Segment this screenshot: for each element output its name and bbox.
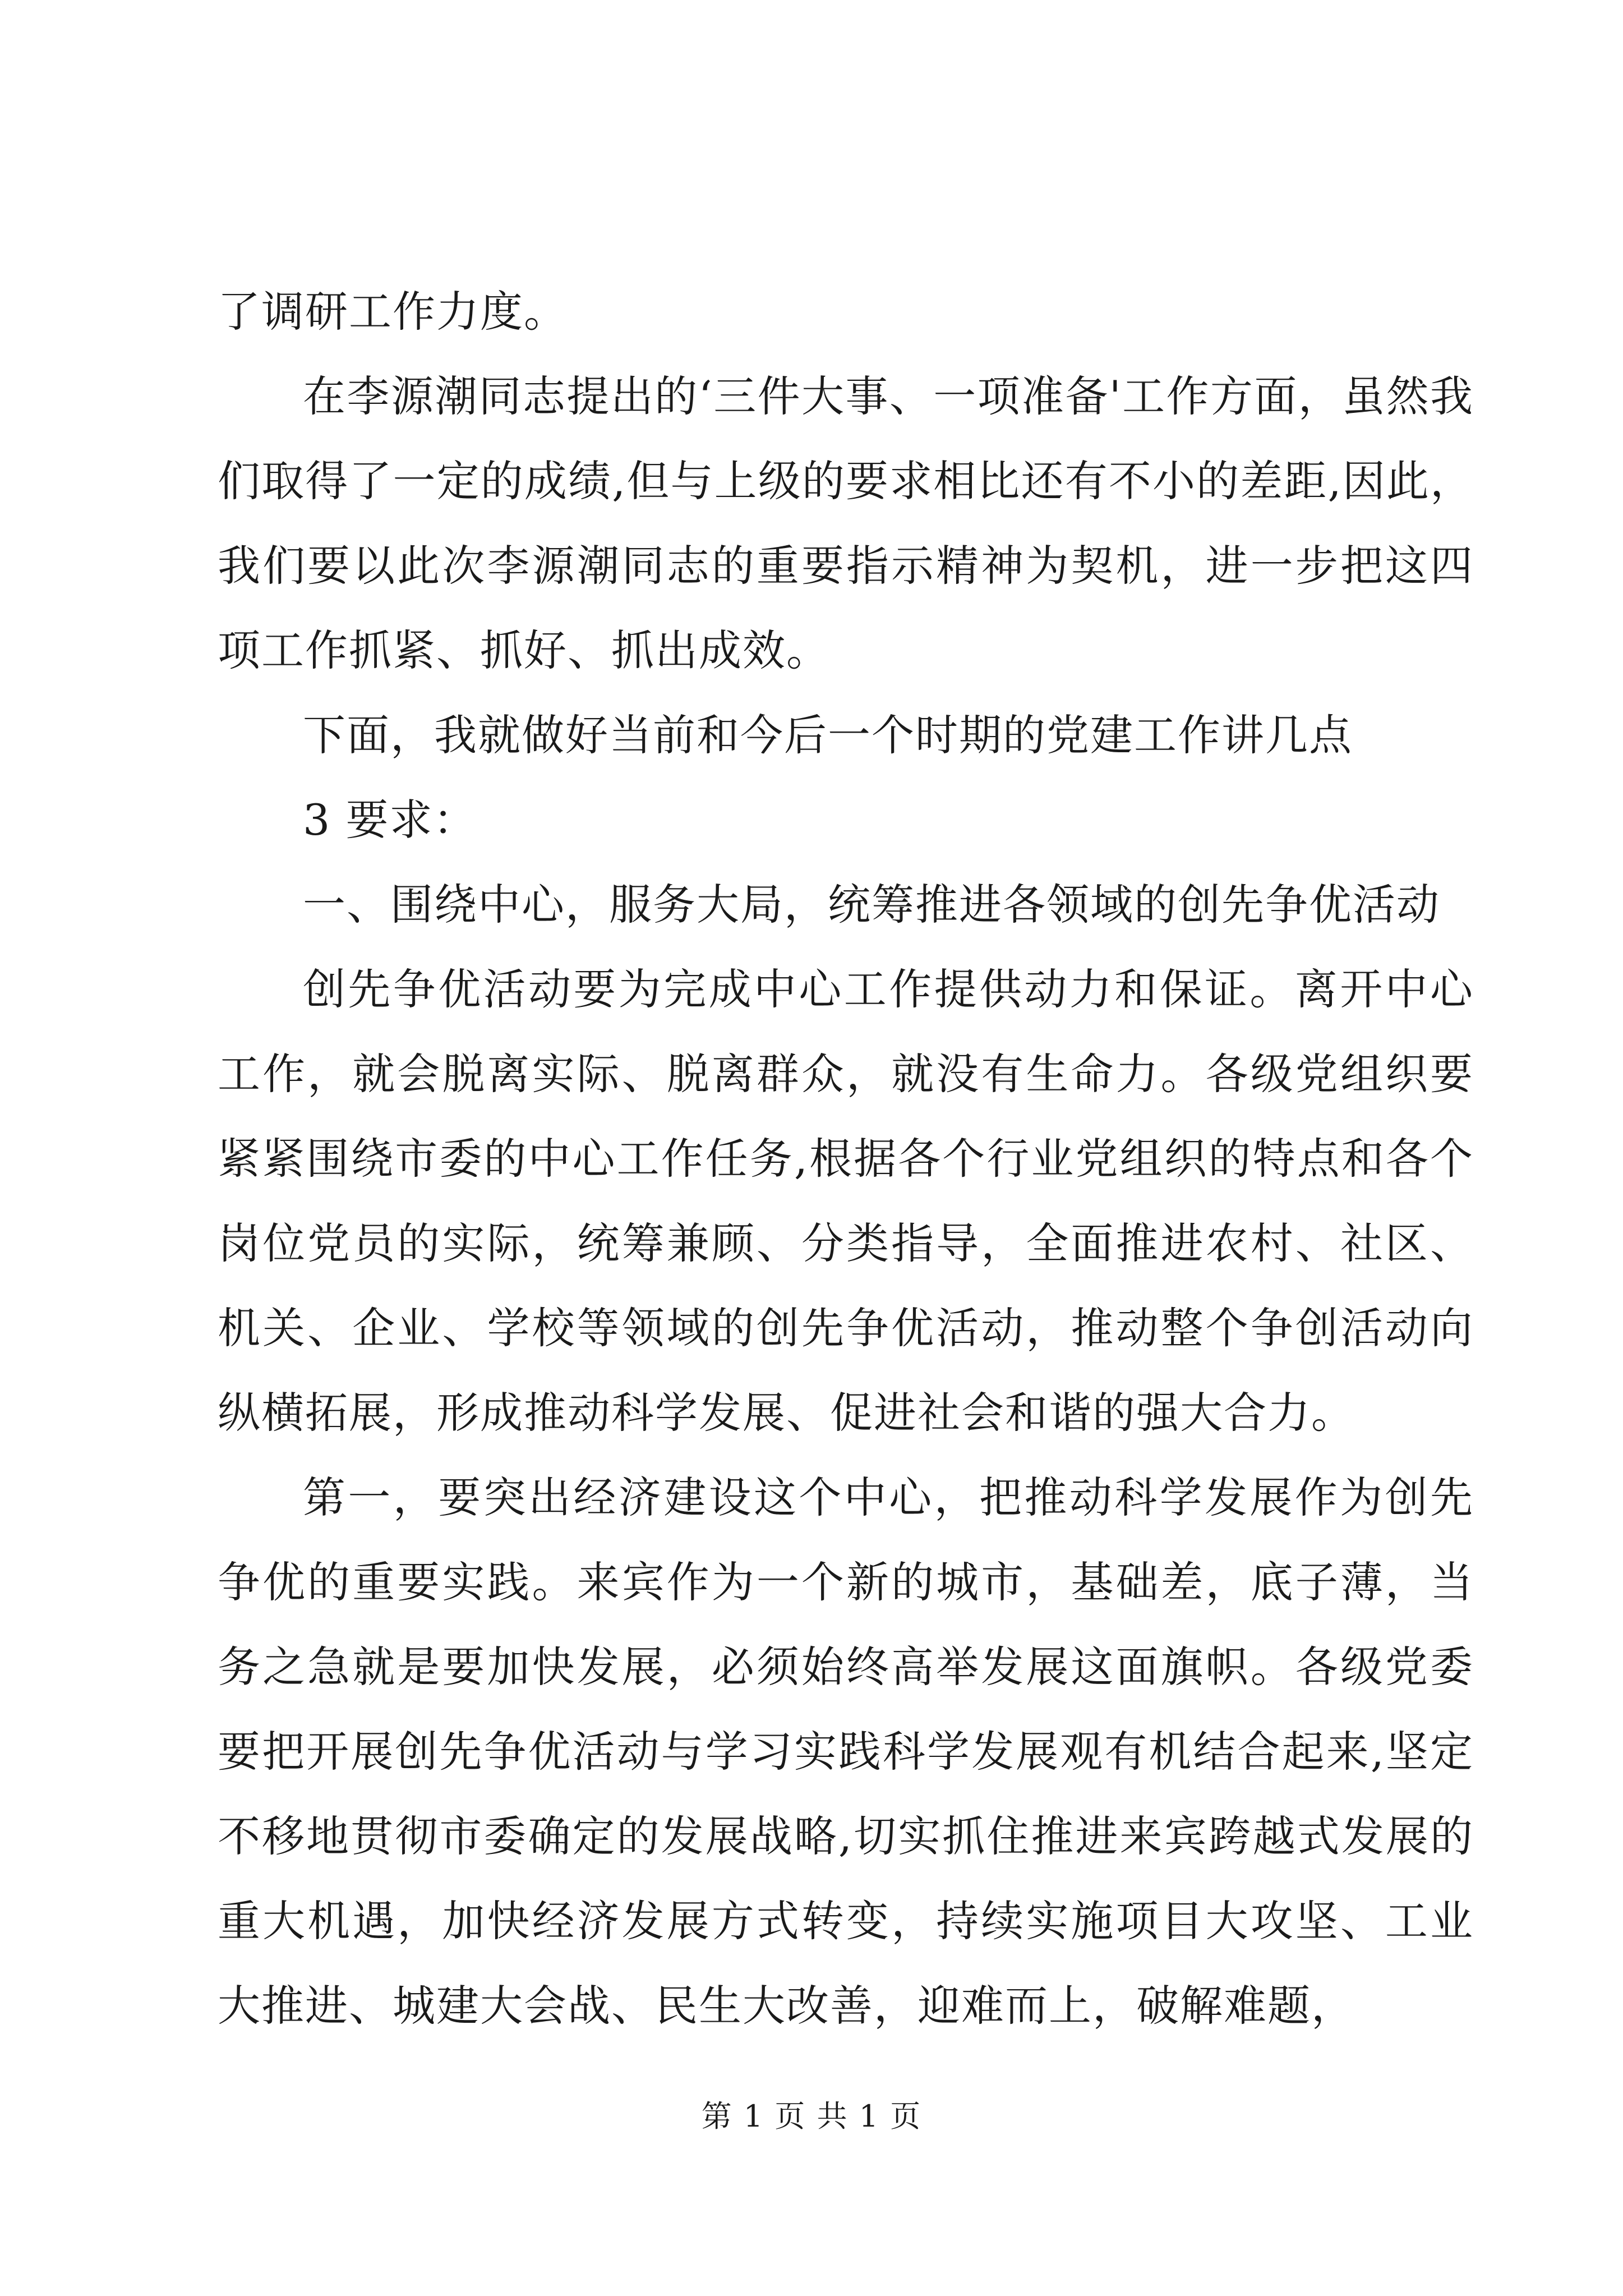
paragraph-2: 在李源潮同志提出的‘三件大事、一项准备'工作方面，虽然我们取得了一定的成绩,但与上级的要求相比还有不小的差距,因此，我们要以此次李源潮同志的重要指示精神为契机，进一步把这四项工作抓紧、抓好、抓出成效。: [218, 371, 1474, 675]
paragraph-4: 3 要求：: [303, 795, 477, 845]
section-heading-1: 一、围绕中心，服务大局，统筹推进各领域的创先争优活动: [303, 880, 1440, 930]
paragraph-6: 创先争优活动要为完成中心工作提供动力和保证。离开中心工作，就会脱离实际、脱离群众，就没有生命力。各级党组织要紧紧围绕市委的中心工作任务,根据各个行业党组织的特点和各个岗位党员的实际，统筹兼顾、分类指导，全面推进农村、社区、机关、企业、学校等领域的创先争优活动，推动整个争创活动向纵横拓展，形成推动科学发展、促进社会和谐的强大合力。: [218, 964, 1474, 1438]
paragraph-3: 下面，我就做好当前和今后一个时期的党建工作讲几点: [303, 710, 1353, 760]
document-body: [218, 269, 1474, 2048]
paragraph-1: 了调研工作力度。: [218, 287, 568, 337]
page-footer: 第 1 页 共 1 页: [701, 2099, 922, 2134]
paragraph-7: 第一，要突出经济建设这个中心，把推动科学发展作为创先争优的重要实践。来宾作为一个新的城市，基础差，底子薄，当务之急就是要加快发展，必须始终高举发展这面旗帜。各级党委要把开展创先争优活动与学习实践科学发展观有机结合起来,坚定不移地贯彻市委确定的发展战略,切实抓住推进来宾跨越式发展的重大机遇，加快经济发展方式转变，持续实施项目大攻坚、工业大推进、城建大会战、民生大改善，迎难而上，破解难题，: [218, 1473, 1474, 2031]
